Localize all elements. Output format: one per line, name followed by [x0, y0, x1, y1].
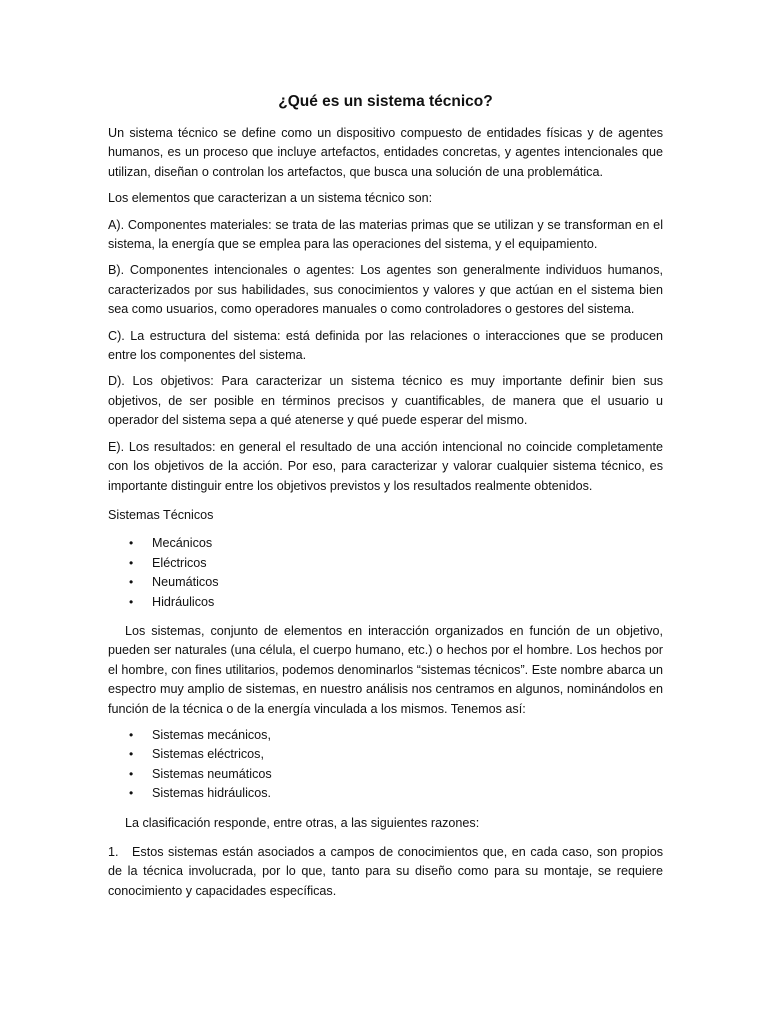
list-item-label: Hidráulicos	[152, 594, 215, 609]
list-item	[108, 534, 663, 553]
list-item-label: Sistemas mecánicos,	[152, 727, 271, 742]
reason-number: 1.	[108, 845, 119, 859]
bullet-icon: •	[129, 575, 134, 590]
intro-paragraph: Un sistema técnico se define como un dispositivo compuesto de entidades físicas y de agentes humanos, es un proceso que incluye artefactos, entidades concretas, y agentes intencionales que utilizan, diseñan o controlan los artefactos, que busca una solución de una problemática.	[108, 126, 663, 179]
list-item-label: Eléctricos	[152, 555, 207, 570]
item-b-paragraph: B). Componentes intencionales o agentes: Los agentes son generalmente individuos humanos, caracterizados por sus habilidades, sus conocimientos y valores y que actúan en el sistema bien sea como usuarios, como operadores manuales o como controladores o gestores del sistema.	[108, 263, 663, 317]
list-item	[108, 593, 663, 612]
document-page	[108, 92, 663, 901]
list-item	[108, 726, 663, 745]
item-a-paragraph: A). Componentes materiales: se trata de las materias primas que se utilizan y se transforman en el sistema, la energía que se emplea para las operaciones del sistema, y el equipamiento.	[108, 217, 663, 252]
bullet-icon: •	[129, 555, 134, 570]
types-list	[108, 534, 663, 612]
list-item-label: Sistemas neumáticos	[152, 766, 272, 781]
bullet-icon: •	[129, 594, 134, 609]
list-item	[108, 573, 663, 592]
reason-1-paragraph	[108, 843, 663, 901]
item-e-paragraph: E). Los resultados: en general el resultado de una acción intencional no coincide completamente con los objetivos de la acción. Por eso, para caracterizar y valorar cualquier sistema técnico, es importante distinguir entre los objetivos previstos y los resultados realmente obtenidos.	[108, 439, 663, 493]
reason-text: Estos sistemas están asociados a campos de conocimientos que, en cada caso, son propios de la técnica involucrada, por lo que, tanto para su diseño como para su montaje, se requiere conocimiento y capacidades específicas.	[108, 845, 663, 898]
systems-heading: Sistemas Técnicos	[108, 507, 214, 522]
bullet-icon: •	[129, 727, 134, 742]
bullet-icon: •	[129, 536, 134, 551]
list-item-label: Sistemas eléctricos,	[152, 747, 264, 762]
bullet-icon: •	[129, 766, 134, 781]
classification-lead: La clasificación responde, entre otras, a las siguientes razones:	[125, 815, 480, 830]
bullet-icon: •	[129, 747, 134, 762]
list-item-label: Sistemas hidráulicos.	[152, 786, 271, 801]
list-item	[108, 784, 663, 803]
list-item	[108, 554, 663, 573]
systems-list	[108, 726, 663, 804]
item-d-paragraph: D). Los objetivos: Para caracterizar un sistema técnico es muy importante definir bien sus objetivos, de ser posible en términos precisos y cuantificables, de manera que el usuario u operador del sistema sepa a qué atenerse y qué puede esperar del mismo.	[108, 374, 663, 428]
item-c-paragraph: C). La estructura del sistema: está definida por las relaciones o interacciones que se producen entre los componentes del sistema.	[108, 328, 663, 363]
document-title: ¿Qué es un sistema técnico?	[278, 93, 493, 110]
elements-lead-paragraph: Los elementos que caracterizan a un sistema técnico son:	[108, 191, 433, 206]
list-item	[108, 765, 663, 784]
list-item-label: Neumáticos	[152, 575, 219, 590]
bullet-icon: •	[129, 786, 134, 801]
list-item	[108, 745, 663, 764]
list-item-label: Mecánicos	[152, 536, 213, 551]
systems-paragraph: Los sistemas, conjunto de elementos en interacción organizados en función de un objetivo, pueden ser naturales (una célula, el cuerpo humano, etc.) o hechos por el hombre. Los hechos por el hombre, con fines utilitarios, podemos denominarlos “sistemas técnicos”. Este nombre abarca un espectro muy amplio de sistemas, en nuestro análisis nos centramos en algunos, nominándolos en función de la técnica o de la energía vinculada a los mismos. Tenemos así:	[108, 623, 663, 716]
